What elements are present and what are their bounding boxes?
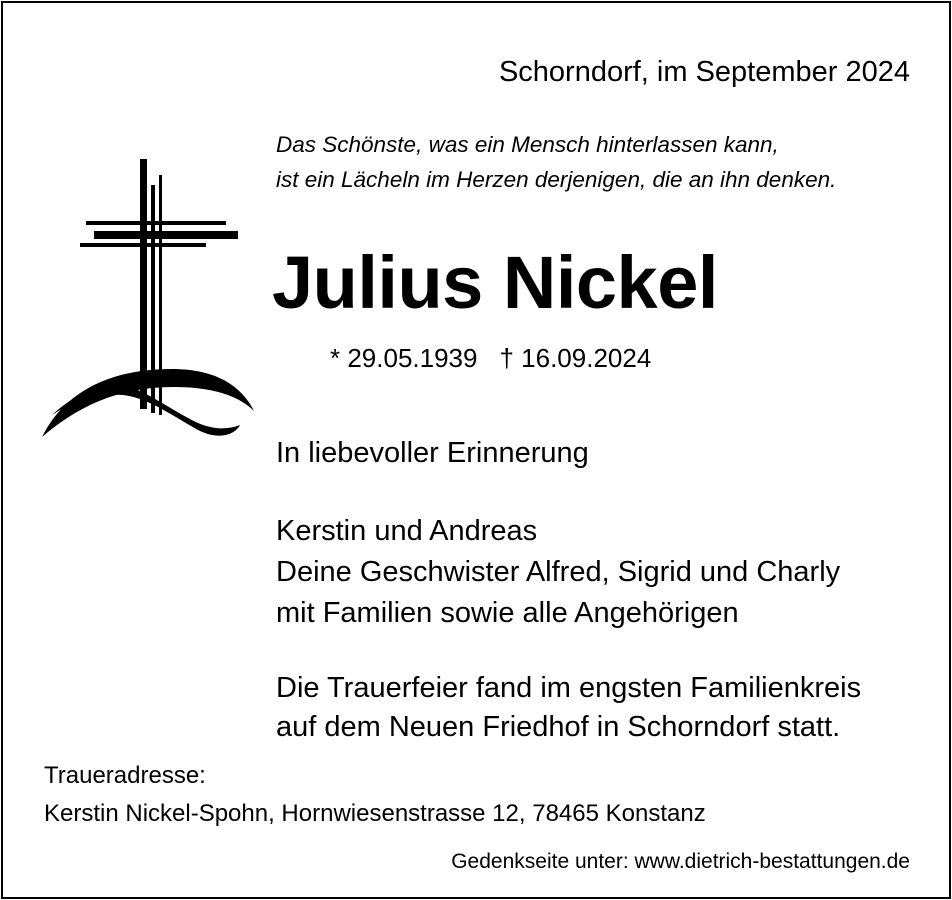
- ceremony-info: [276, 669, 861, 747]
- deceased-name: Julius Nickel: [272, 241, 718, 324]
- place-date: Schorndorf, im September 2024: [498, 56, 910, 88]
- cross-icon: [40, 155, 256, 440]
- ceremony-line-1: Die Trauerfeier fand im engsten Familienkreis: [276, 672, 862, 704]
- ceremony-line-2: auf dem Neuen Friedhof in Schorndorf statt.: [276, 711, 841, 743]
- mourners-line-1: Kerstin und Andreas: [276, 515, 538, 547]
- death-date: † 16.09.2024: [499, 343, 652, 373]
- quote-line-2: ist ein Lächeln im Herzen derjenigen, die an ihn denken.: [276, 167, 837, 192]
- life-dates: [330, 343, 651, 374]
- memorial-quote: [276, 127, 836, 197]
- mourning-address: Kerstin Nickel-Spohn, Hornwiesenstrasse 12, 78465 Konstanz: [44, 800, 706, 827]
- mourners-line-3: mit Familien sowie alle Angehörigen: [276, 597, 739, 629]
- birth-date: * 29.05.1939: [330, 343, 478, 373]
- memorial-page-link[interactable]: Gedenkseite unter: www.dietrich-bestattungen.de: [451, 850, 910, 873]
- mourning-address-label: Traueradresse:: [44, 762, 206, 789]
- quote-line-1: Das Schönste, was ein Mensch hinterlassen kann,: [276, 132, 779, 157]
- mourners-line-2: Deine Geschwister Alfred, Sigrid und Charly: [276, 556, 841, 588]
- memory-line: In liebevoller Erinnerung: [276, 437, 589, 469]
- mourners-list: [276, 511, 840, 634]
